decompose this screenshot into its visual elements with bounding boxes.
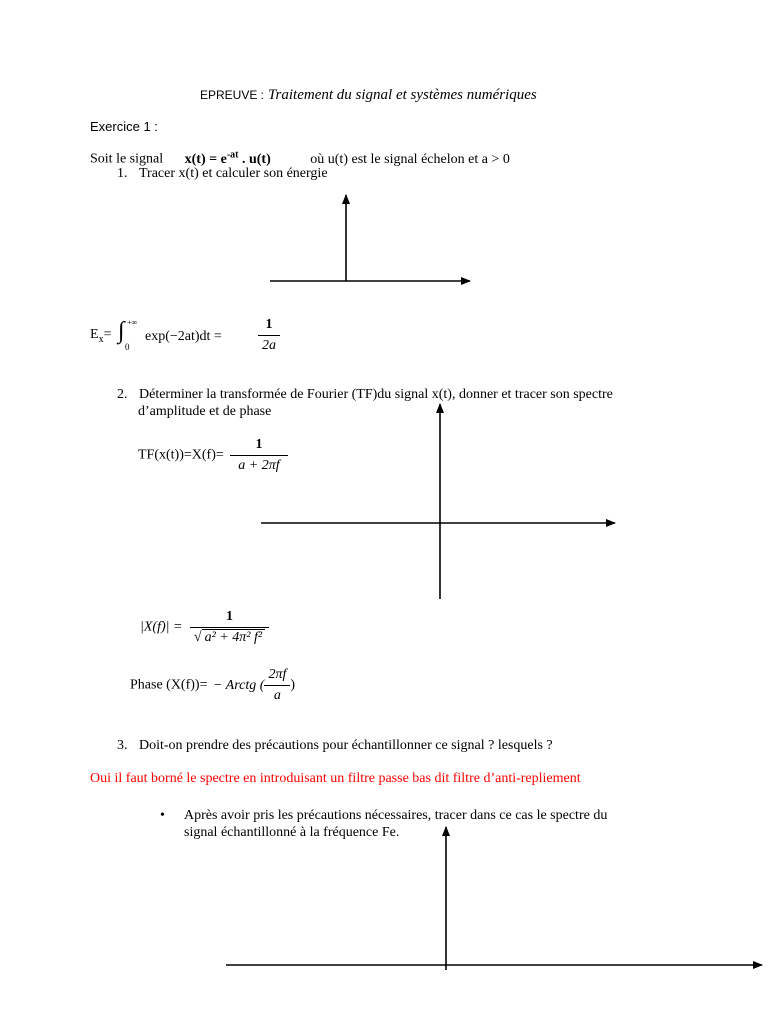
q2-line1: Déterminer la transformée de Fourier (TF)du signal x(t), donner et tracer son spectre [139,387,613,402]
q1-text: Tracer x(t) et calculer son énergie [139,166,328,181]
phase-close: ) [290,677,296,693]
exercise-title: Exercice 1 : [90,119,158,134]
energy-fraction [258,318,280,353]
tf-lhs: TF(x(t))=X(f)= [138,447,224,463]
integrand: exp(−2at)dt = [145,329,222,344]
integral-sign: ∫ [118,318,125,344]
energy-lhs-sub: x [98,333,104,345]
tf-num: 1 [230,438,287,456]
q3-number: 3. [117,738,128,753]
plot-axes-q2 [261,404,615,599]
bullet-symbol: • [160,808,165,823]
q3-text: Doit-on prendre des précautions pour échantillonner ce signal ? lesquels ? [139,738,553,753]
question-2 [117,386,613,420]
modulus-fraction [190,610,269,645]
modulus-den-radicand: a² + 4π² f² [202,629,265,645]
phase-num: 2πf [264,668,290,686]
tf-den: a + 2πf [238,458,280,473]
phase-expr: − Arctg ( [212,677,265,693]
modulus-lhs: |X(f)| = [140,619,183,635]
intro-lead: Soit le signal [90,151,164,167]
formula-exponent: -at [226,149,239,160]
formula-base: x(t) = e [184,151,227,167]
bullet-item [160,807,607,841]
energy-num: 1 [258,318,280,336]
energy-lhs [90,327,111,345]
modulus-formula [140,610,269,645]
q2-line2: d’amplitude et de phase [138,404,272,419]
modulus-num: 1 [190,610,269,628]
integral-upper: +∞ [127,318,138,327]
plot-axes-q1 [270,195,470,281]
q1-number: 1. [117,166,128,181]
energy-eq: = [103,327,112,342]
energy-lhs-base: E [90,327,99,342]
energy-den: 2a [262,338,276,353]
question-3 [117,738,553,754]
phase-den: a [273,688,281,703]
answer-text: Oui il faut borné le spectre en introduisant un filtre passe bas dit filtre d’anti-repliement [90,771,581,786]
exam-title: Traitement du signal et systèmes numériques [268,87,537,103]
modulus-den: √ a² + 4π² f² [190,628,269,645]
intro-note: où u(t) est le signal échelon et a > 0 [310,151,510,167]
exam-label: EPREUVE : [200,88,265,102]
bullet-line2: signal échantillonné à la fréquence Fe. [184,825,400,840]
integral-lower: 0 [125,342,130,352]
bullet-line1: Après avoir pris les précautions nécessaires, tracer dans ce cas le spectre du [184,808,608,823]
q2-number: 2. [117,387,128,402]
phase-lhs: Phase (X(f))= [130,677,208,693]
tf-fraction [230,438,287,473]
phase-formula [130,668,295,703]
q2-line1-row [117,386,613,403]
formula-tail: . u(t) [241,151,271,167]
plot-axes-q3 [226,827,762,970]
tf-formula [138,438,288,473]
phase-fraction [264,668,290,703]
